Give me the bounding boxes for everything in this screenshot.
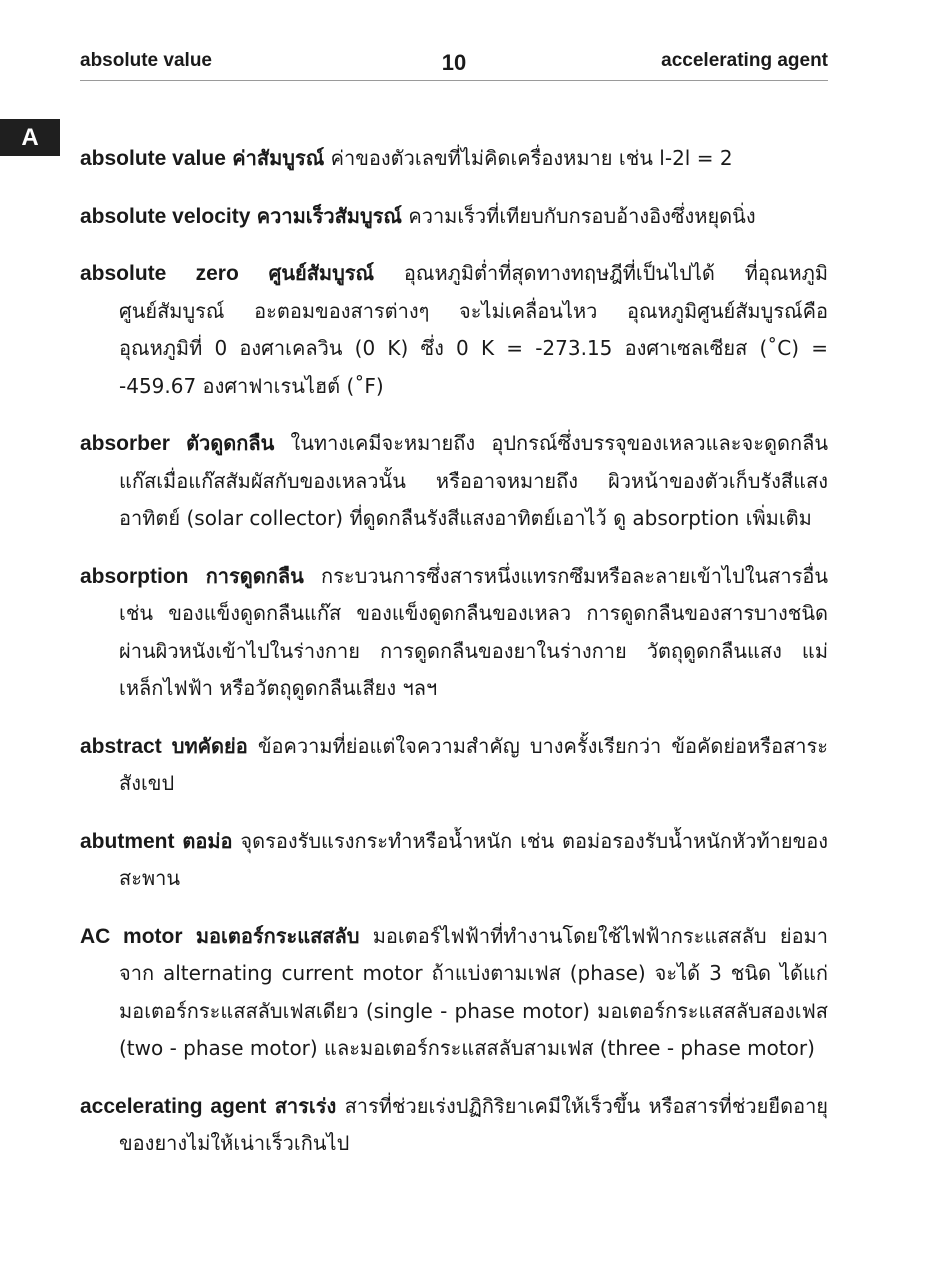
entry-thai-term: ตอม่อ [182,828,233,853]
entry-thai-term: ความเร็วสัมบูรณ์ [256,203,402,228]
entry-term: AC motor [80,924,183,948]
entry-definition: อุณหภูมิต่ำที่สุดทางทฤษฎีที่เป็นไปได้ ที่อุณหภูมิศูนย์สัมบูรณ์ อะตอมของสารต่างๆ จะไม่เคลื่อนไหว อุณหภูมิศูนย์สัมบูรณ์คือ อุณหภูมิที่ 0 องศาเคลวิน (0 K) ซึ่ง 0 K = -273.15 องศาเซลเซียส (˚C) = -459.67 องศาฟาเรนไฮต์ (˚F) [119,261,828,398]
entry-term: accelerating agent [80,1094,267,1118]
entry-definition: ค่าของตัวเลขที่ไม่คิดเครื่องหมาย เช่น l-2l = 2 [330,146,733,170]
header-right-guide-word: accelerating agent [661,50,828,71]
entry-term: absolute velocity [80,204,251,228]
entry-term: absolute zero [80,262,239,285]
entry-term: absorber [80,432,170,455]
entry-definition: ในทางเคมีจะหมายถึง อุปกรณ์ซึ่งบรรจุของเหลวและจะดูดกลืนแก๊สเมื่อแก๊สสัมผัสกับของเหลวนั้น หรืออาจหมายถึง ผิวหน้าของตัวเก็บรังสีแสงอาทิตย์ (solar collector) ที่ดูดกลืนรังสีแสงอาทิตย์เอาไว้ ดู absorption เพิ่มเติม [119,431,829,530]
header-left-guide-word: absolute value [80,50,212,71]
entry-definition: สารที่ช่วยเร่งปฏิกิริยาเคมีให้เร็วขึ้น หรือสารที่ช่วยยืดอายุของยางไม่ให้เน่าเร็วเกินไป [119,1093,829,1155]
page-number: 10 [441,50,467,75]
entry-thai-term: การดูดกลืน [205,563,304,588]
entry-thai-term: สารเร่ง [274,1093,337,1118]
entry-absolute-zero [80,255,828,405]
entry-thai-term: บทคัดย่อ [171,733,248,758]
entry-definition: ความเร็วที่เทียบกับกรอบอ้างอิงซึ่งหยุดนิ่ง [408,203,756,228]
entry-abutment [80,823,828,898]
entry-abstract [80,728,828,803]
entry-term: absolute value [80,147,226,170]
entry-definition: มอเตอร์ไฟฟ้าที่ทำงานโดยใช้ไฟฟ้ากระแสสลับ ย่อมาจาก alternating current motor ถ้าแบ่งตามเฟส (phase) จะได้ 3 ชนิด ได้แก่ มอเตอร์กระแสสลับเฟสเดียว (single - phase motor) มอเตอร์กระแสสลับสองเฟส (two - phase motor) และมอเตอร์กระแสสลับสามเฟส (three - phase motor) [119,923,829,1060]
entry-thai-term: ศูนย์สัมบูรณ์ [268,261,375,285]
entry-term: abstract [80,734,162,758]
running-header [80,44,828,81]
entry-definition: ข้อความที่ย่อแต่ใจความสำคัญ บางครั้งเรียกว่า ข้อคัดย่อหรือสาระสังเขป [119,733,829,795]
entry-thai-term: มอเตอร์กระแสสลับ [195,923,360,948]
entry-absolute-value [80,140,828,178]
entry-definition: กระบวนการซึ่งสารหนึ่งแทรกซึมหรือละลายเข้าไปในสารอื่น เช่น ของแข็งดูดกลืนแก๊ส ของแข็งดูดกลืนของเหลว การดูดกลืนของสารบางชนิดผ่านผิวหนังเข้าไปในร่างกาย การดูดกลืนของยาในร่างกาย วัตถุดูดกลืนแสง แม่เหล็กไฟฟ้า หรือวัตถุดูดกลืนเสียง ฯลฯ [119,563,829,700]
dictionary-entries [80,120,828,1174]
letter-thumb-tab: A [0,119,60,156]
entry-thai-term: ค่าสัมบูรณ์ [232,146,325,170]
entry-absolute-velocity [80,198,828,236]
entry-accelerating-agent [80,1088,828,1163]
entry-thai-term: ตัวดูดกลืน [186,431,275,455]
entry-definition: จุดรองรับแรงกระทำหรือน้ำหนัก เช่น ตอม่อรองรับน้ำหนักหัวท้ายของสะพาน [119,828,829,890]
entry-term: abutment [80,829,175,853]
entry-absorber [80,425,828,538]
entry-term: absorption [80,564,189,588]
entry-absorption [80,558,828,708]
entry-ac-motor [80,918,828,1068]
